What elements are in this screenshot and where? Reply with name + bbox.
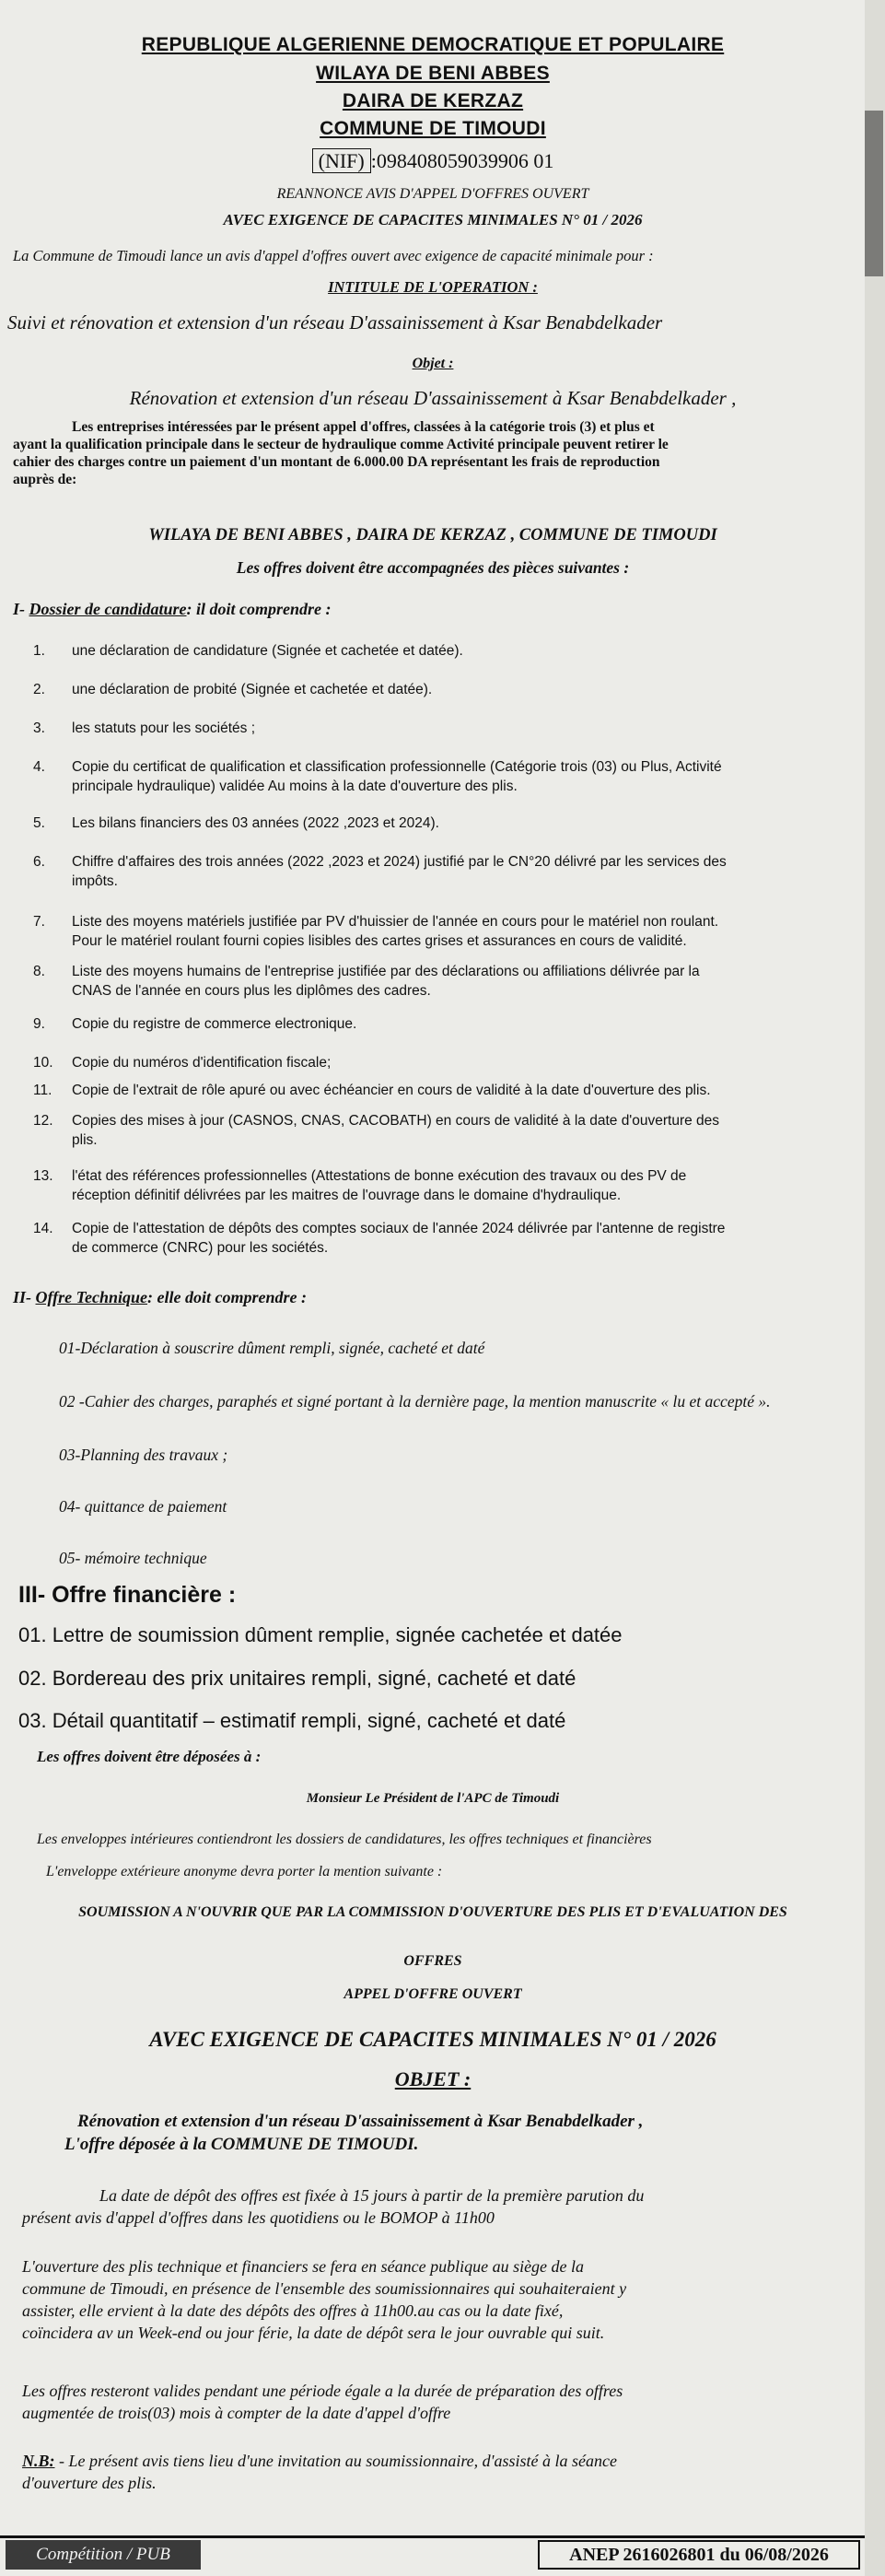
item-text: plis. <box>72 1132 98 1148</box>
objet-text-repeat: Rénovation et extension d'un réseau D'assainissement à Ksar Benabdelkader , <box>77 2112 644 2131</box>
item-text: Les bilans financiers des 03 années (2022 ,2023 et 2024). <box>72 815 439 831</box>
item-text: principale hydraulique) validée Au moins à la date d'ouverture des plis. <box>72 779 518 794</box>
soumission-line3: APPEL D'OFFRE OUVERT <box>344 1986 522 2002</box>
item-text: Copie du certificat de qualification et classification professionnelle (Catégorie trois (03) ou Plus, Activité <box>72 759 722 775</box>
enveloppe-interieure: Les enveloppes intérieures contiendront les dossiers de candidatures, les offres techniques et financières <box>37 1832 652 1847</box>
footer-section-label: Compétition / PUB <box>6 2540 201 2570</box>
nb-paragraph <box>22 2450 862 2494</box>
para-line: présent avis d'appel d'offres dans les quotidiens ou le BOMOP à 11h00 <box>22 2208 495 2227</box>
section1-name: Dossier de candidature <box>29 600 187 618</box>
intro-line: La Commune de Timoudi lance un avis d'appel d'offres ouvert avec exigence de capacité minimale pour : <box>13 247 654 264</box>
intro-para-line: auprès de: <box>13 472 77 487</box>
anep-reference: ANEP 2616026801 du 06/08/2026 <box>538 2540 860 2570</box>
tech-item: 05- mémoire technique <box>59 1549 207 1567</box>
para-line: d'ouverture des plis. <box>22 2474 157 2492</box>
header-line-wilaya: WILAYA DE BENI ABBES <box>316 63 550 84</box>
fin-item: 03. Détail quantitatif – estimatif rempli, signé, cacheté et daté <box>18 1709 566 1732</box>
nif-label: (NIF) <box>312 148 371 173</box>
section1-title <box>13 600 842 619</box>
item-number: 2. <box>33 682 45 697</box>
tech-item: 01-Déclaration à souscrire dûment rempli, signée, cacheté et daté <box>59 1339 485 1357</box>
exigence-repeat: AVEC EXIGENCE DE CAPACITES MINIMALES N° 01 / 2026 <box>149 2028 716 2051</box>
reannonce-title: REANNONCE AVIS D'APPEL D'OFFRES OUVERT <box>276 186 589 202</box>
operation-title: Suivi et rénovation et extension d'un réseau D'assainissement à Ksar Benabdelkader <box>7 311 663 334</box>
objet-label: Objet : <box>412 356 454 371</box>
deposit-date-paragraph <box>22 2184 862 2229</box>
fin-item: 01. Lettre de soumission dûment remplie, signée cachetée et datée <box>18 1623 623 1646</box>
item-text: les statuts pour les sociétés ; <box>72 720 256 736</box>
section1-suffix: : il doit comprendre : <box>186 600 332 618</box>
item-number: 7. <box>33 914 45 930</box>
item-text: une déclaration de candidature (Signée et cachetée et datée). <box>72 643 463 659</box>
para-line <box>22 2450 862 2472</box>
item-text: Chiffre d'affaires des trois années (2022 ,2023 et 2024) justifié par le CN°20 délivré par les services des <box>72 854 727 870</box>
deposit-intro: Les offres doivent être déposées à : <box>37 1748 262 1765</box>
tech-item: 04- quittance de paiement <box>59 1497 227 1516</box>
location-line: WILAYA DE BENI ABBES , DAIRA DE KERZAZ , COMMUNE DE TIMOUDI <box>148 526 717 544</box>
item-number: 6. <box>33 854 45 870</box>
para-line: assister, elle ervient à la date des dépôts des offres à 11h00.au cas ou la date fixé, <box>22 2301 564 2320</box>
item-number: 13. <box>33 1168 53 1184</box>
section2-title <box>13 1288 842 1307</box>
item-text: Copie de l'extrait de rôle apuré ou avec échéancier en cours de validité à la date d'ouverture des plis. <box>72 1083 711 1098</box>
item-text: Copie du numéros d'identification fiscale; <box>72 1055 332 1071</box>
intro-paragraph <box>13 418 860 488</box>
para-line: commune de Timoudi, en présence de l'ensemble des soumissionnaires qui souhaiteraient y <box>22 2279 627 2298</box>
header-line-republic: REPUBLIQUE ALGERIENNE DEMOCRATIQUE ET POPULAIRE <box>141 34 725 55</box>
para-line: La date de dépôt des offres est fixée à 15 jours à partir de la première parution du <box>99 2186 645 2205</box>
validity-paragraph <box>22 2380 862 2424</box>
section2-name: Offre Technique <box>35 1288 148 1306</box>
item-text: Copies des mises à jour (CASNOS, CNAS, CACOBATH) en cours de validité à la date d'ouverture des <box>72 1113 720 1129</box>
enveloppe-exterieure: L'enveloppe extérieure anonyme devra porter la mention suivante : <box>46 1864 443 1879</box>
item-text: une déclaration de probité (Signée et cachetée et datée). <box>72 682 433 697</box>
header-line-commune: COMMUNE DE TIMOUDI <box>320 118 546 139</box>
soumission-line2: OFFRES <box>403 1953 462 1969</box>
item-text: Liste des moyens humains de l'entreprise justifiée par des déclarations ou affiliations délivrée par la <box>72 964 700 979</box>
item-text: Pour le matériel roulant fourni copies lisibles des cartes grises et assurances en cours de validité. <box>72 933 687 949</box>
nb-label: N.B: <box>22 2452 55 2470</box>
item-text: réception définitif délivrées par les maitres de l'ouvrage dans le domaine d'hydraulique. <box>72 1188 622 1203</box>
opening-paragraph <box>22 2255 862 2344</box>
footer-divider <box>0 2535 865 2538</box>
soumission-line1: SOUMISSION A N'OUVRIR QUE PAR LA COMMISSION D'OUVERTURE DES PLIS ET D'EVALUATION DES <box>78 1904 787 1920</box>
nif-value: :098408059039906 01 <box>370 149 554 172</box>
tech-item: 03-Planning des travaux ; <box>59 1446 228 1464</box>
header-line-daira: DAIRA DE KERZAZ <box>342 90 524 111</box>
objet-heading: OBJET : <box>394 2067 472 2090</box>
pieces-line: Les offres doivent être accompagnées des pièces suivantes : <box>236 558 630 577</box>
tech-item: 02 -Cahier des charges, paraphés et signé portant à la dernière page, la mention manuscrite « lu et accepté ». <box>59 1392 771 1411</box>
item-number: 1. <box>33 643 45 659</box>
item-number: 5. <box>33 815 45 831</box>
intro-para-line: Les entreprises intéressées par le présent appel d'offres, classées à la catégorie trois (3) et plus et <box>72 419 655 435</box>
para-line: augmentée de trois(03) mois à compter de la date d'appel d'offre <box>22 2404 451 2422</box>
para-line: L'ouverture des plis technique et financiers se fera en séance publique au siège de la <box>22 2257 585 2276</box>
nb-text: - Le présent avis tiens lieu d'une invitation au soumissionnaire, d'assisté à la séance <box>59 2452 617 2470</box>
item-number: 10. <box>33 1055 53 1071</box>
fin-item: 02. Bordereau des prix unitaires rempli, signé, cacheté et daté <box>18 1667 576 1690</box>
intitule-label: INTITULE DE L'OPERATION : <box>328 278 538 296</box>
item-number: 4. <box>33 759 45 775</box>
page-edge <box>865 0 885 2576</box>
item-text: l'état des références professionnelles (Attestations de bonne exécution des travaux ou des PV de <box>72 1168 687 1184</box>
item-number: 14. <box>33 1221 53 1236</box>
item-number: 12. <box>33 1113 53 1129</box>
adjacent-column-fragment <box>865 111 883 276</box>
section2-suffix: : elle doit comprendre : <box>147 1288 307 1306</box>
item-text: Liste des moyens matériels justifiée par PV d'huissier de l'année en cours pour le matériel non roulant. <box>72 914 719 930</box>
exigence-title: AVEC EXIGENCE DE CAPACITES MINIMALES N° 01 / 2026 <box>223 211 643 228</box>
item-number: 3. <box>33 720 45 736</box>
item-number: 11. <box>33 1083 52 1098</box>
item-number: 8. <box>33 964 45 979</box>
intro-para-line: ayant la qualification principale dans le secteur de hydraulique comme Activité principale peuvent retirer le <box>13 437 669 452</box>
nif-line <box>0 149 866 173</box>
item-text: de commerce (CNRC) pour les sociétés. <box>72 1240 329 1256</box>
item-text: impôts. <box>72 873 118 889</box>
section1-prefix: I- <box>13 600 25 618</box>
para-line: Les offres resteront valides pendant une période égale a la durée de préparation des offres <box>22 2382 623 2400</box>
section2-prefix: II- <box>13 1288 32 1306</box>
offer-deposit-location: L'offre déposée à la COMMUNE DE TIMOUDI. <box>64 2135 419 2154</box>
item-number: 9. <box>33 1016 45 1032</box>
section3-title: III- Offre financière : <box>18 1582 237 1608</box>
intro-para-line: cahier des charges contre un paiement d'un montant de 6.000.00 DA représentant les frais de reproduction <box>13 454 660 470</box>
objet-text: Rénovation et extension d'un réseau D'assainissement à Ksar Benabdelkader , <box>129 387 737 409</box>
item-text: CNAS de l'année en cours plus les diplômes des cadres. <box>72 983 431 999</box>
item-text: Copie de l'attestation de dépôts des comptes sociaux de l'année 2024 délivrée par l'antenne de registre <box>72 1221 726 1236</box>
deposit-recipient: Monsieur Le Président de l'APC de Timoudi <box>306 1791 560 1806</box>
para-line: coïncidera av un Week-end ou jour férie, la date de dépôt sera le jour ouvrable qui suit. <box>22 2324 605 2342</box>
item-text: Copie du registre de commerce electronique. <box>72 1016 357 1032</box>
